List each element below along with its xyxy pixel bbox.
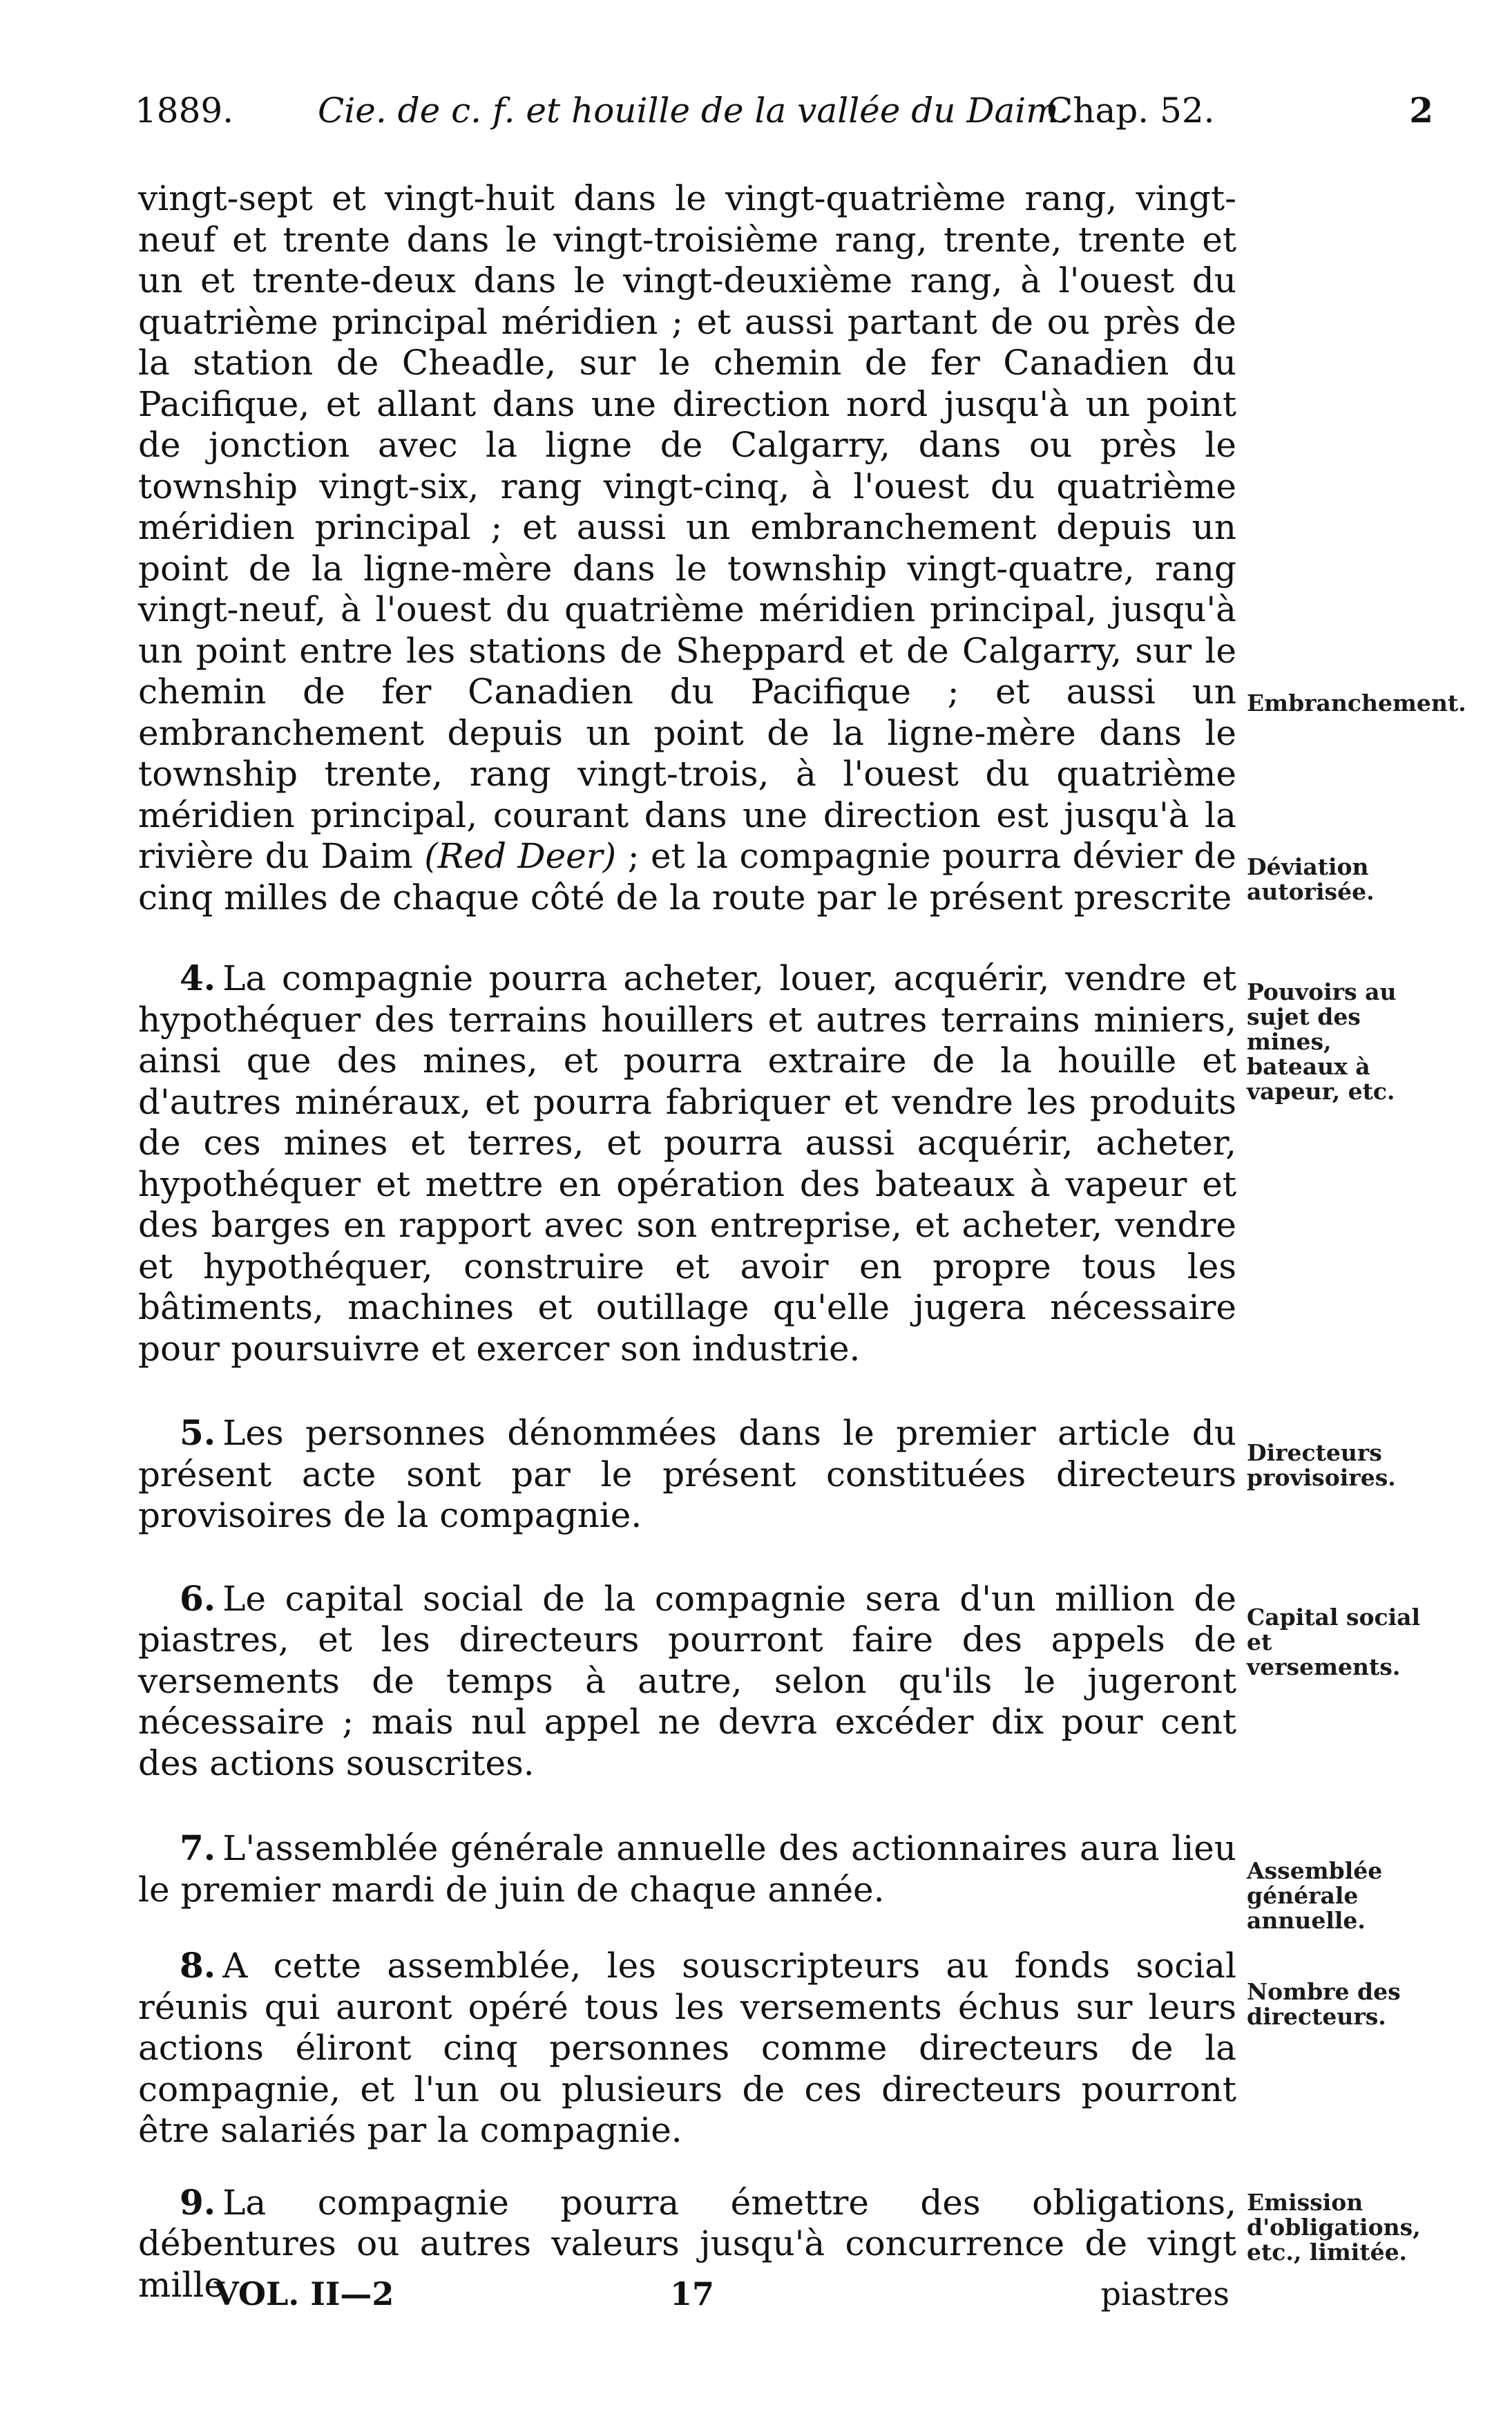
header-title: Cie. de c. f. et houille de la vallée du Daim. <box>318 91 1070 131</box>
margin-note-directeurs: Directeurs provisoires. <box>1247 1439 1396 1491</box>
section-9: 9. La compagnie pourra émettre des obligations, débentures ou autres valeurs jusqu'à concurrence de vingt mille <box>138 2181 1236 2305</box>
italic-place-name: (Red Deer) <box>424 836 617 876</box>
section-7: 7. L'assemblée générale annuelle des actionnaires aura lieu le premier mardi de juin de chaque année. <box>138 1827 1236 1910</box>
section-6: 6. Le capital social de la compagnie sera d'un million de piastres, et les directeurs pourront faire des appels de versements de temps à autre, selon qu'ils le jugeront nécessaire ; mais nul appel ne devra excéder dix pour cent des actions souscrites. <box>138 1577 1236 1783</box>
footer-signature: 17 <box>670 2275 715 2313</box>
section-number: 6. <box>180 1577 216 1619</box>
page-number: 2 <box>1409 90 1433 131</box>
section-8: 8. A cette assemblée, les souscripteurs au fonds social réunis qui auront opéré tous les versements échus sur leurs actions éliront cinq personnes comme directeurs de la compagnie, et l'un ou plusieurs de ces directeurs pourront être salariés par la compagnie. <box>138 1945 1236 2150</box>
running-header <box>135 83 1433 138</box>
section-number: 4. <box>180 958 216 998</box>
footer-catchword: piastres <box>1100 2275 1229 2313</box>
section-5: 5. Les personnes dénommées dans le premier article du présent acte sont par le présent constituées directeurs provisoires de la compagnie. <box>138 1412 1236 1535</box>
margin-note-deviation: Déviation autorisée. <box>1247 853 1375 905</box>
margin-note-assemblee: Assemblée générale annuelle. <box>1247 1857 1383 1934</box>
header-chapter: Chap. 52. <box>1046 91 1215 131</box>
margin-note-nombre: Nombre des directeurs. <box>1247 1978 1401 2030</box>
section-number: 5. <box>180 1412 216 1453</box>
section-number: 9. <box>180 2181 216 2223</box>
footer-volume: VOL. II—2 <box>214 2275 394 2313</box>
section-number: 7. <box>180 1827 216 1868</box>
continuation-paragraph: vingt-sept et vingt-huit dans le vingt-quatrième rang, vingt-neuf et trente dans le vingt-troisième rang, trente, trente et un et trente-deux dans le vingt-deuxième rang, à l'ouest du quatrième principal méridien ; et aussi partant de ou près de la station de Cheadle, sur le chemin de fer Canadien du Pacifique, et allant dans une direction nord jusqu'à un point de jonction avec la ligne de Calgarry, dans ou près le township vingt-six, rang vingt-cinq, à l'ouest du quatrième méridien principal ; et aussi un embranchement depuis un point de la ligne-mère dans le township vingt-quatre, rang vingt-neuf, à l'ouest du quatrième méridien principal, jusqu'à un point entre les stations de Sheppard et de Calgarry, sur le chemin de fer Canadien du Pacifique ; et aussi un embranchement depuis un point de la ligne-mère dans le township trente, rang vingt-trois, à l'ouest du quatrième méridien principal, courant dans une direction est jusqu'à la rivière du Daim (Red Deer) ; et la compagnie pourra dévier de cinq milles de chaque côté de la route par le présent prescrite <box>138 178 1236 918</box>
margin-note-pouvoirs: Pouvoirs au sujet des mines, bateaux à vapeur, etc. <box>1247 978 1397 1105</box>
section-number: 8. <box>180 1945 216 1986</box>
margin-note-emission: Emission d'obligations, etc., limitée. <box>1247 2189 1421 2266</box>
body-text <box>138 178 1236 2306</box>
header-year: 1889. <box>135 91 234 131</box>
page-footer <box>138 2273 1236 2315</box>
margin-note-embranchement: Embranchement. <box>1247 690 1466 716</box>
section-4: 4. La compagnie pourra acheter, louer, acquérir, vendre et hypothéquer des terrains houillers et autres terrains miniers, ainsi que des mines, et pourra extraire de la houille et d'autres minéraux, et pourra fabriquer et vendre les produits de ces mines et terres, et pourra aussi acquérir, acheter, hypothéquer et mettre en opération des bateaux à vapeur et des barges en rapport avec son entreprise, et acheter, vendre et hypothéquer, construire et avoir en propre tous les bâtiments, machines et outillage qu'elle jugera nécessaire pour poursuivre et exercer son industrie. <box>138 958 1236 1369</box>
margin-note-capital: Capital social et versements. <box>1247 1604 1421 1680</box>
